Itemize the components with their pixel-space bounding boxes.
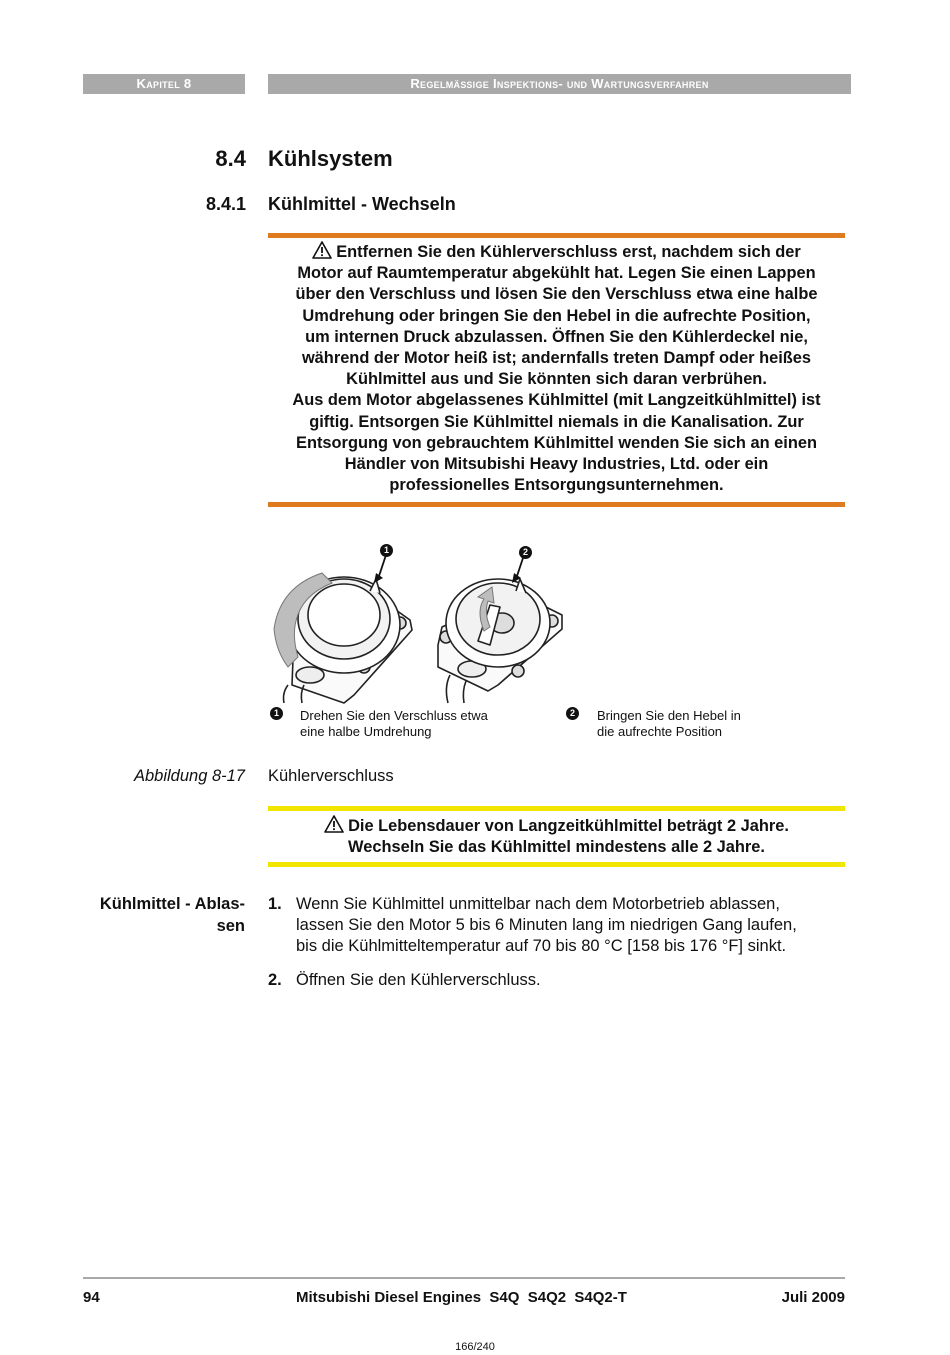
- chapter-label: Kapitel 8: [136, 76, 192, 91]
- footer-title: Mitsubishi Diesel Engines S4Q S4Q2 S4Q2-T: [296, 1289, 627, 1306]
- radiator-cap-right: [438, 579, 562, 703]
- warning-triangle-icon: [324, 815, 344, 833]
- warning-top-bar: [268, 233, 845, 238]
- warning-line: über den Verschluss und lösen Sie den Verschluss etwa eine halbe: [295, 285, 818, 304]
- heading-title-84: Kühlsystem: [268, 146, 393, 171]
- caption-line: Bringen Sie den Hebel in: [597, 708, 741, 723]
- caption-line: Drehen Sie den Verschluss etwa: [300, 708, 488, 723]
- warning-line: Entfernen Sie den Kühlerverschluss erst, nachdem sich der: [262, 241, 851, 263]
- caption-line: die aufrechte Position: [597, 724, 723, 739]
- warning-line: Entsorgung von gebrauchtem Kühlmittel wenden Sie sich an einen: [296, 433, 817, 452]
- note-box: [268, 815, 845, 858]
- radiator-cap-illustration: [262, 535, 582, 705]
- warning-line: Kühlmittel aus und Sie könnten sich daran verbrühen.: [346, 370, 767, 389]
- warning-box: [262, 241, 851, 496]
- caption-badge-2: 2: [566, 707, 579, 720]
- warning-line: professionelles Entsorgungsunternehmen.: [389, 476, 724, 495]
- note-top-bar: [268, 806, 845, 811]
- step-line: bis die Kühlmitteltemperatur auf 70 bis 80 °C [158 bis 176 °F] sinkt.: [296, 937, 787, 955]
- side-heading-line: Kühlmittel - Ablas-: [99, 895, 245, 913]
- caption-badge-1: 1: [270, 707, 283, 720]
- warning-line: Motor auf Raumtemperatur abgekühlt hat. Legen Sie einen Lappen: [297, 264, 816, 283]
- side-heading-drain: [70, 893, 245, 937]
- footer-rule: [83, 1277, 845, 1279]
- footer-page-number: 94: [83, 1289, 100, 1306]
- heading-title-841: Kühlmittel - Wechseln: [268, 194, 456, 214]
- warning-line: während der Motor heiß ist; andernfalls treten Dampf oder heißes: [301, 349, 812, 368]
- note-line: Die Lebensdauer von Langzeitkühlmittel beträgt 2 Jahre.: [268, 815, 845, 837]
- heading-number-84: 8.4: [215, 146, 246, 171]
- warning-line: Umdrehung oder bringen Sie den Hebel in die aufrechte Position,: [302, 306, 811, 325]
- note-line: Wechseln Sie das Kühlmittel mindestens alle 2 Jahre.: [348, 838, 765, 857]
- caption-line: eine halbe Umdrehung: [300, 724, 432, 739]
- figure-title: Kühlerverschluss: [268, 767, 394, 785]
- step-text-2: [296, 970, 541, 991]
- page-counter: 166/240: [455, 1341, 495, 1353]
- section-label: Regelmäßige Inspektions- und Wartungsverfahren: [410, 76, 709, 91]
- warning-line: um internen Druck abzulassen. Öffnen Sie den Kühlerdeckel nie,: [305, 327, 808, 346]
- heading-number-841: 8.4.1: [205, 194, 246, 214]
- step-line: Wenn Sie Kühlmittel unmittelbar nach dem Motorbetrieb ablassen,: [296, 895, 780, 913]
- step-line: Öffnen Sie den Kühlerverschluss.: [296, 971, 541, 989]
- step-number-1: 1.: [268, 895, 282, 913]
- figure-badge-1: 1: [380, 544, 393, 557]
- side-heading-line: sen: [216, 917, 245, 935]
- step-text-1: [296, 894, 851, 957]
- footer-date: Juli 2009: [781, 1289, 845, 1306]
- figure-caption-2: [597, 708, 741, 740]
- step-line: lassen Sie den Motor 5 bis 6 Minuten lang im niedrigen Gang laufen,: [296, 916, 797, 934]
- warning-line: giftig. Entsorgen Sie Kühlmittel niemals in die Kanalisation. Zur: [309, 412, 804, 431]
- warning-line: Händler von Mitsubishi Heavy Industries, Ltd. oder ein: [344, 455, 769, 474]
- figure-label: Abbildung 8-17: [133, 767, 245, 785]
- warning-bottom-bar: [268, 502, 845, 507]
- step-number-2: 2.: [268, 971, 282, 989]
- warning-triangle-icon: [312, 241, 332, 259]
- section-header: [268, 74, 851, 94]
- note-bottom-bar: [268, 862, 845, 867]
- warning-line: Aus dem Motor abgelassenes Kühlmittel (mit Langzeitkühlmittel) ist: [292, 391, 821, 410]
- chapter-header: [83, 74, 245, 94]
- figure-caption-1: [300, 708, 488, 740]
- figure-badge-2: 2: [519, 546, 532, 559]
